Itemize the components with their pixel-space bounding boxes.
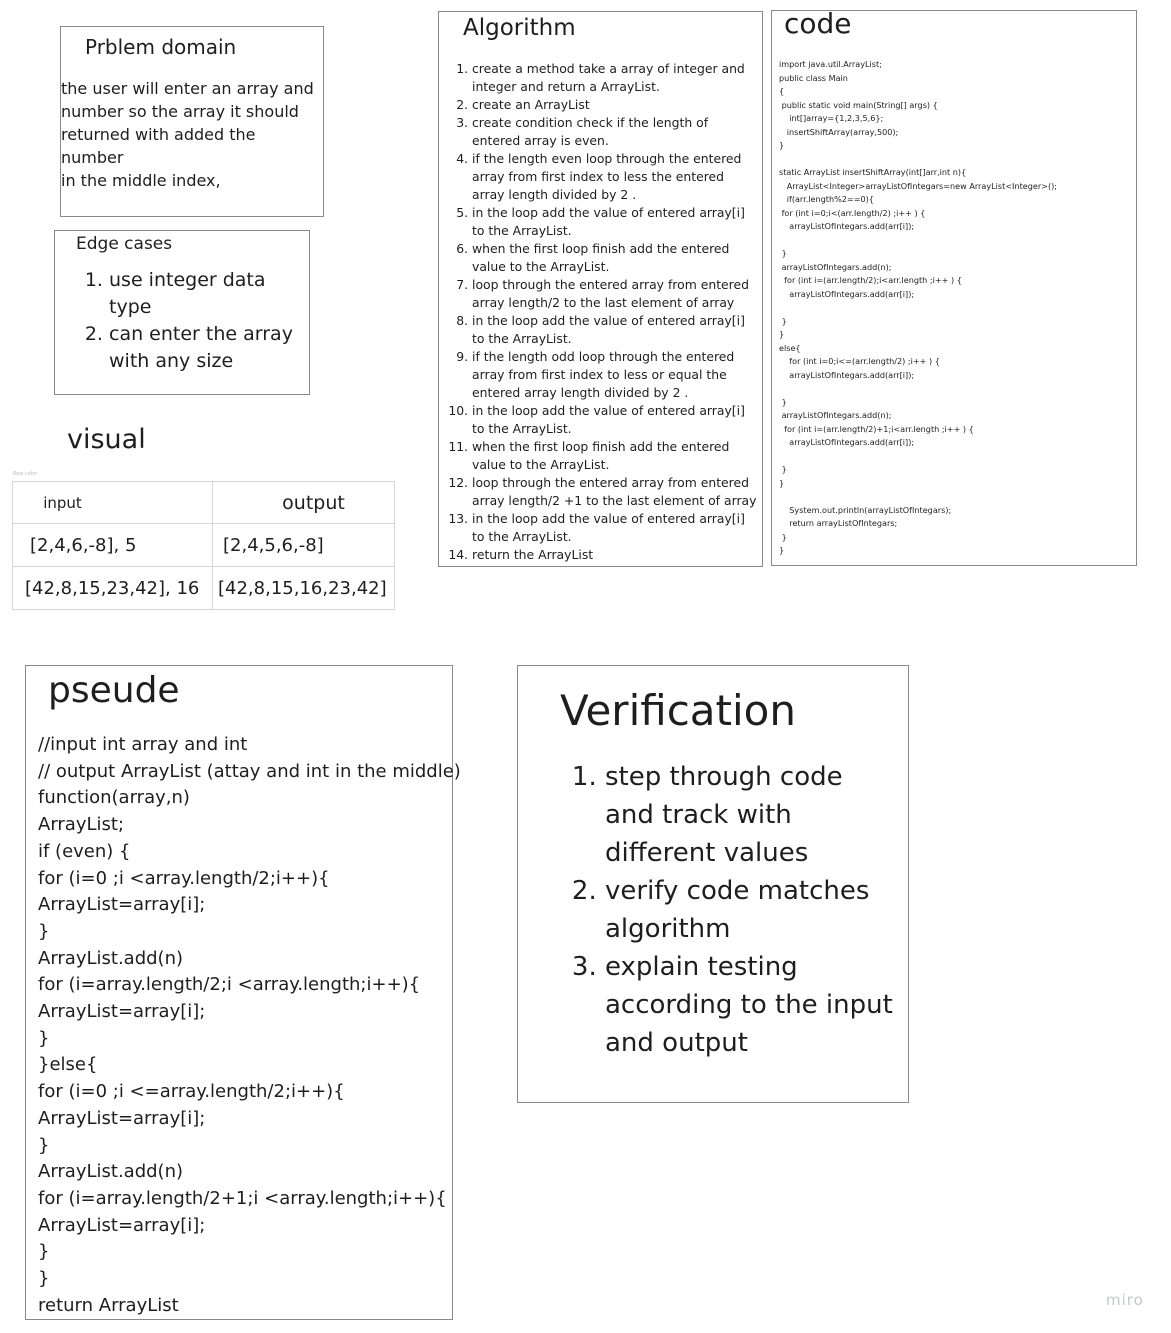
verification-list [605,758,895,1062]
algorithm-step: 4. if the length even loop through the entered array from first index to less the entered array length divided by 2 . [472,150,757,204]
pseudocode-line: return ArrayList [38,1294,179,1316]
visual-title: visual [67,424,146,455]
problem-domain-card[interactable] [60,26,324,217]
algorithm-step: 11. when the first loop finish add the entered value to the ArrayList. [472,438,757,474]
algorithm-step: 9. if the length odd loop through the entered array from first index to less or equal the entered array length divided by 2 . [472,348,757,402]
table-header-input [13,482,213,524]
table-cell [13,524,213,567]
code-card[interactable] [771,7,1137,566]
algorithm-step: 7. loop through the entered array from entered array length/2 to the last element of array [472,276,757,312]
edge-cases-card[interactable] [54,230,310,395]
algorithm-title: Algorithm [463,15,576,41]
table-header-row [13,482,395,524]
pseudocode-line: for (i=0 ;i <=array.length/2;i++){ [38,1081,345,1103]
edge-case-item: 1. use integer data type [109,267,309,321]
table-cell-text: [2,4,5,6,-8] [223,534,324,556]
pseudocode-lines [38,732,461,1319]
pseudocode-line: for (i=array.length/2+1;i <array.length;i++){ [38,1187,447,1209]
algorithm-step: 2. create an ArrayList [472,96,757,114]
algorithm-step: 14. return the ArrayList [472,546,757,564]
table-cell-text: [42,8,15,23,42], 16 [25,577,200,599]
algorithm-step: 13. in the loop add the value of entered array[i] to the ArrayList. [472,510,757,546]
algorithm-step: 3. create condition check if the length of entered array is even. [472,114,757,150]
miro-logo: miro [1106,1291,1144,1309]
edge-case-item: 2. can enter the array with any size [109,321,309,375]
pseudocode-line: for (i=0 ;i <array.length/2;i++){ [38,867,330,889]
verification-item: 2. verify code matches algorithm [605,872,895,948]
table-header-output-label: output [282,491,345,514]
pseudocode-line: } [38,1134,50,1156]
pseudocode-card[interactable] [25,665,461,1320]
table-row [13,567,395,610]
code-block: import java.util.ArrayList; public class Main { public static void main(String[] args) { int[]array={1,2,3,5,6}; insertShiftArray(array,500); } static ArrayList insertShiftArray(int[]arr,int n){ ArrayList<Integer>arrayListOfIntegars=new ArrayList<Integer>(); if(arr.length%2==0){ for (int i=0;i<(arr.length/2) ;i++ ) { arrayListOfIntegars.add(arr[i]); } arrayListOfIntegars.add(n); for (int i=(arr.length/2);i<arr.length ;i++ ) { arrayListOfIntegars.add(arr[i]); } } else{ for (int i=0;i<=(arr.length/2) ;i++ ) { arrayListOfIntegars.add(arr[i]); } arrayListOfIntegars.add(n); for (int i=(arr.length/2)+1;i<arr.length ;i++ ) { arrayListOfIntegars.add(arr[i]); } } System.out.println(arrayListOfIntegars); return arrayListOfIntegars; } } [779,59,1057,555]
pseudocode-line: ArrayList.add(n) [38,947,184,969]
table-row [13,524,395,567]
pseudocode-line: //input int array and int [38,734,248,755]
edge-cases-list [109,267,309,375]
pseudocode-line: } [38,1241,50,1263]
table-header-output [213,482,395,524]
table-cell [213,567,395,610]
verification-item: 1. step through code and track with different values [605,758,895,872]
visual-table[interactable] [12,481,395,610]
algorithm-step: 1. create a method take a array of integer and integer and return a ArrayList. [472,60,757,96]
algorithm-step: 5. in the loop add the value of entered array[i] to the ArrayList. [472,204,757,240]
table-cell-text: [2,4,6,-8], 5 [30,534,137,556]
algorithm-step: 8. in the loop add the value of entered array[i] to the ArrayList. [472,312,757,348]
pseudocode-title: pseude [48,670,180,711]
verification-card[interactable] [517,665,909,1103]
pseudocode-line: ArrayList=array[i]; [38,894,206,916]
algorithm-step: 12. loop through the entered array from entered array length/2 +1 to the last element of array [472,474,757,510]
table-small-label: Row color [13,471,38,477]
algorithm-step: 6. when the first loop finish add the entered value to the ArrayList. [472,240,757,276]
pseudocode-line: if (even) { [38,840,131,862]
table-header-input-label: input [43,494,82,512]
code-title: code [784,7,852,40]
edge-cases-title: Edge cases [76,234,173,254]
verification-item: 3. explain testing according to the input and output [605,948,895,1062]
pseudocode-line: } [38,1027,50,1049]
algorithm-card[interactable] [438,11,763,567]
pseudocode-line: ArrayList=array[i]; [38,1214,206,1236]
verification-title: Verification [560,686,796,735]
pseudocode-line: function(array,n) [38,787,190,809]
pseudocode-line: // output ArrayList (attay and int in the middle) [38,760,461,782]
pseudocode-line: } [38,1268,50,1290]
table-cell [13,567,213,610]
problem-domain-title: Prblem domain [85,35,237,59]
algorithm-steps [472,60,757,564]
table-cell [213,524,395,567]
pseudocode-line: ArrayList; [38,814,125,836]
pseudocode-line: ArrayList=array[i]; [38,1107,206,1129]
pseudocode-line: ArrayList=array[i]; [38,1001,206,1023]
pseudocode-line: for (i=array.length/2;i <array.length;i++){ [38,974,421,996]
problem-domain-text: the user will enter an array and number so the array it should returned with added the number in the middle index, [61,79,314,190]
pseudocode-line: } [38,920,50,942]
algorithm-step: 10. in the loop add the value of entered array[i] to the ArrayList. [472,402,757,438]
pseudocode-line: }else{ [38,1054,98,1076]
table-cell-text: [42,8,15,16,23,42] [218,577,387,599]
pseudocode-line: ArrayList.add(n) [38,1161,184,1183]
